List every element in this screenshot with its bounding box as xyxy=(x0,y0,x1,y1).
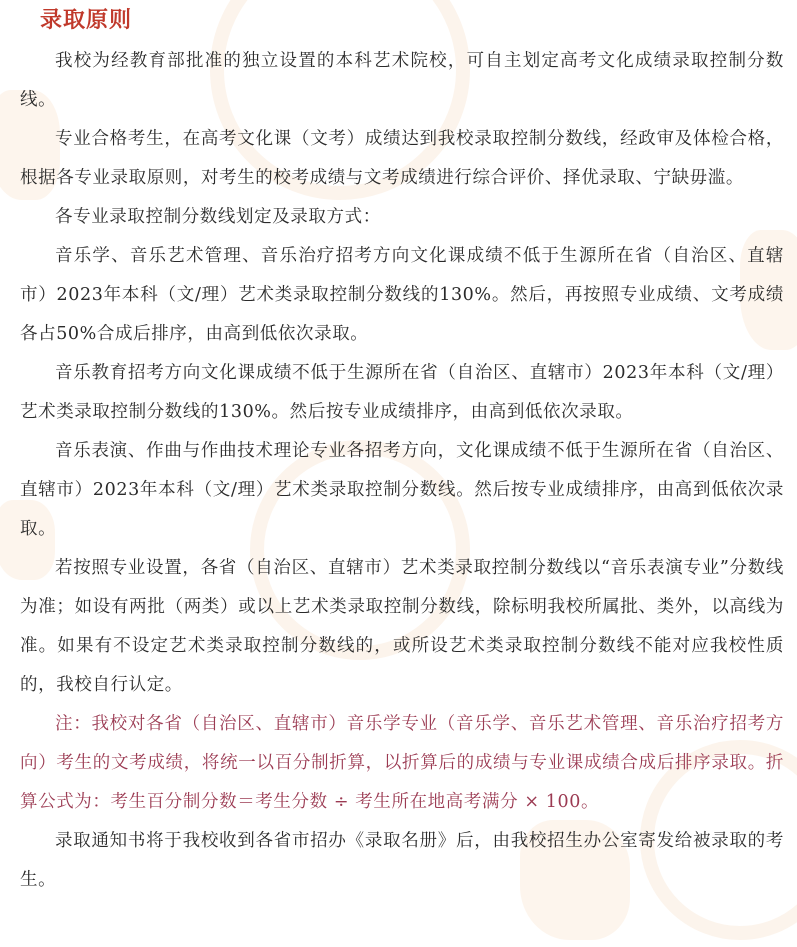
section-title: 录取原则 xyxy=(40,8,133,33)
paragraph-note: 注：我校对各省（自治区、直辖市）音乐学专业（音乐学、音乐艺术管理、音乐治疗招考方向）考生的文考成绩，将统一以百分制折算，以折算后的成绩与专业课成绩合成后排序录取。折算公式为：考生百分制分数＝考生分数 ÷ 考生所在地高考满分 × 100。 xyxy=(20,714,784,812)
paragraph-performance-composition: 音乐表演、作曲与作曲技术理论专业各招考方向，文化课成绩不低于生源所在省（自治区、直辖市）2023年本科（文/理）艺术类录取控制分数线。然后按专业成绩排序，由高到低依次录取。 xyxy=(20,441,784,539)
paragraph-admission-notice: 录取通知书将于我校收到各省市招办《录取名册》后，由我校招生办公室寄发给被录取的考生。 xyxy=(20,831,784,890)
paragraph-music-education: 音乐教育招考方向文化课成绩不低于生源所在省（自治区、直辖市）2023年本科（文/理）艺术类录取控制分数线的130%。然后按专业成绩排序，由高到低依次录取。 xyxy=(20,363,784,422)
paragraph-provincial-lines: 若按照专业设置，各省（自治区、直辖市）艺术类录取控制分数线以“音乐表演专业”分数线为准；如设有两批（两类）或以上艺术类录取控制分数线，除标明我校所属批、类外，以高线为准。如果有不设定艺术类录取控制分数线的，或所设艺术类录取控制分数线不能对应我校性质的，我校自行认定。 xyxy=(20,558,784,695)
paragraph-intro: 我校为经教育部批准的独立设置的本科艺术院校，可自主划定高考文化成绩录取控制分数线。 xyxy=(20,51,784,110)
paragraph-methods-heading: 各专业录取控制分数线划定及录取方式： xyxy=(55,207,381,227)
paragraph-musicology: 音乐学、音乐艺术管理、音乐治疗招考方向文化课成绩不低于生源所在省（自治区、直辖市）2023年本科（文/理）艺术类录取控制分数线的130%。然后，再按照专业成绩、文考成绩各占50%合成后排序，由高到低依次录取。 xyxy=(20,246,784,344)
body-text xyxy=(20,42,784,900)
paragraph-qualified-candidates: 专业合格考生，在高考文化课（文考）成绩达到我校录取控制分数线，经政审及体检合格，根据各专业录取原则，对考生的校考成绩与文考成绩进行综合评价、择优录取、宁缺毋滥。 xyxy=(20,129,784,188)
